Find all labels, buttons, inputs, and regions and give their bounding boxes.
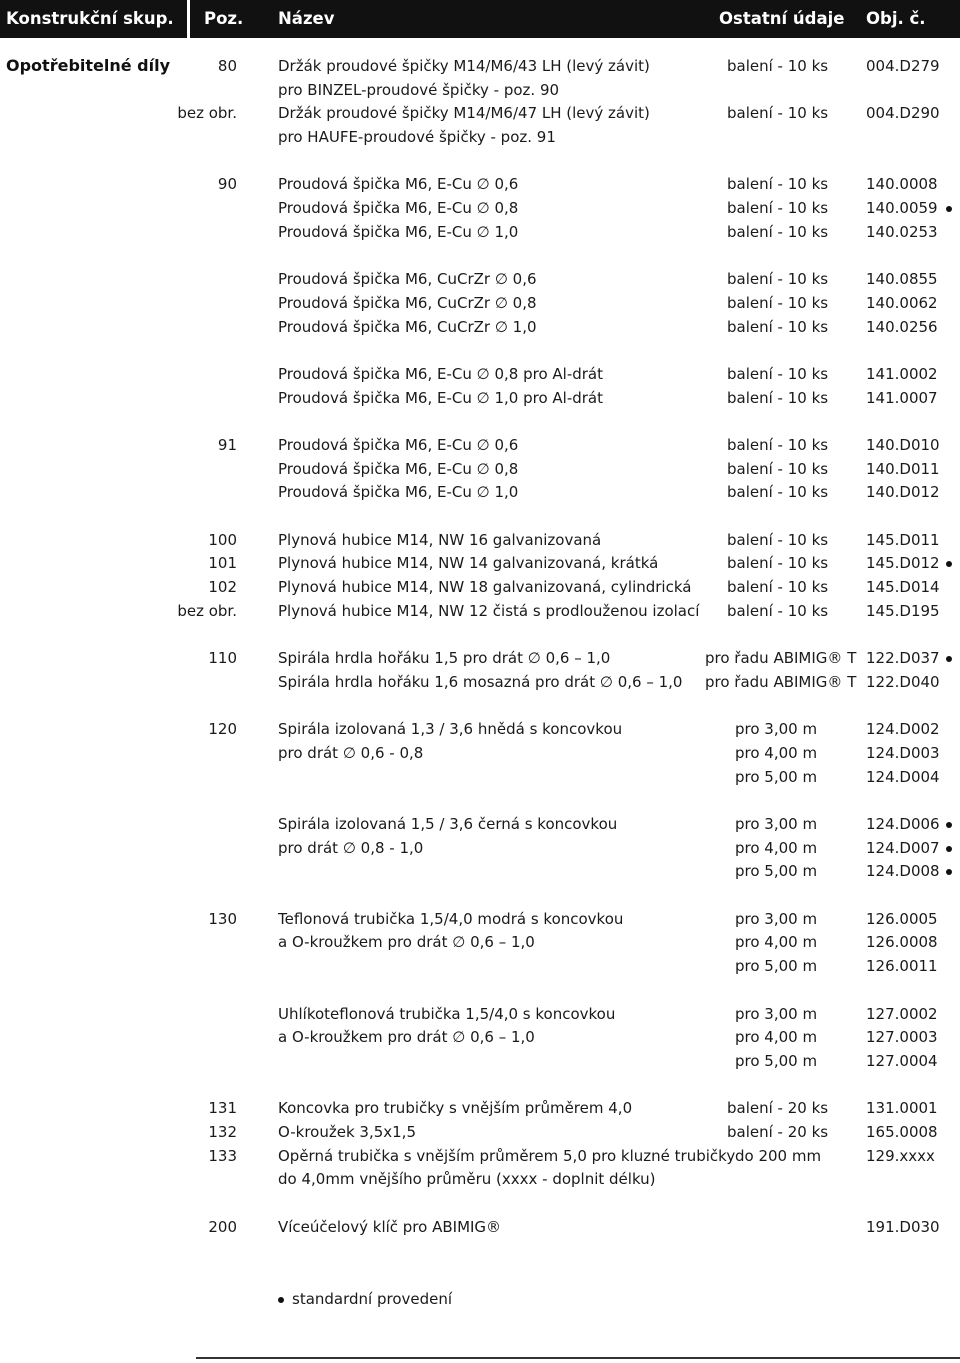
row-pos: 130 — [208, 909, 237, 928]
row-other: balení - 10 ks — [727, 578, 829, 597]
row-other: pro 4,00 m — [735, 838, 818, 857]
row-pos: 131 — [208, 1099, 237, 1118]
row-spacer — [0, 505, 960, 529]
row-obj: 129.xxxx — [866, 1146, 935, 1165]
row-name: Opěrná trubička s vnějším průměrem 5,0 pro kluzné trubičky — [278, 1146, 736, 1165]
row-spacer — [0, 410, 960, 434]
row-pos: 100 — [208, 530, 237, 549]
row-name: Koncovka pro trubičky s vnějším průměrem 4,0 — [278, 1099, 633, 1118]
row-obj: 131.0001 — [866, 1099, 938, 1118]
header-group: Konstrukční skup. — [6, 9, 174, 28]
table-row — [0, 387, 960, 411]
row-pos: 90 — [217, 175, 237, 194]
row-name: Proudová špička M6, E-Cu ∅ 1,0 pro Al-drát — [278, 388, 603, 407]
row-name: Uhlíkoteflonová trubička 1,5/4,0 s koncovkou — [278, 1004, 616, 1023]
row-obj: 191.D030 — [866, 1217, 940, 1236]
table-row — [0, 126, 960, 150]
row-name: Spirála hrdla hořáku 1,5 pro drát ∅ 0,6 – 1,0 — [278, 649, 611, 668]
table-row — [0, 458, 960, 482]
row-name: Spirála izolovaná 1,5 / 3,6 černá s koncovkou — [278, 815, 618, 833]
table-row — [0, 908, 960, 932]
row-spacer — [0, 150, 960, 174]
row-name: O-kroužek 3,5x1,5 — [278, 1122, 416, 1141]
header-obj: Obj. č. — [866, 9, 926, 28]
table-row — [0, 671, 960, 695]
standard-bullet-icon — [946, 206, 952, 212]
row-other: balení - 10 ks — [727, 388, 829, 407]
row-obj: 140.0062 — [866, 293, 938, 312]
row-obj: 140.0855 — [866, 270, 938, 289]
row-obj: 004.D279 — [866, 57, 940, 75]
row-name: Proudová špička M6, E-Cu ∅ 0,6 — [278, 175, 519, 194]
row-spacer — [0, 789, 960, 813]
row-name: Proudová špička M6, E-Cu ∅ 0,8 pro Al-drát — [278, 364, 603, 383]
row-obj: 127.0002 — [866, 1004, 938, 1023]
row-name: a O-kroužkem pro drát ∅ 0,6 – 1,0 — [278, 933, 535, 952]
row-name: Plynová hubice M14, NW 12 čistá s prodlouženou izolací — [278, 601, 700, 620]
row-other: balení - 10 ks — [727, 364, 829, 383]
header-pos: Poz. — [204, 9, 244, 28]
row-name: Proudová špička M6, E-Cu ∅ 1,0 — [278, 483, 519, 502]
table-row — [0, 481, 960, 505]
row-obj: 140.0253 — [866, 222, 938, 241]
row-pos: 110 — [208, 649, 237, 668]
row-obj: 145.D012 — [866, 554, 940, 573]
row-obj: 124.D007 — [866, 838, 940, 857]
row-obj: 140.0256 — [866, 317, 938, 336]
table-row — [0, 1121, 960, 1145]
row-spacer — [0, 695, 960, 719]
row-pos: 80 — [217, 57, 237, 75]
row-pos: 101 — [208, 554, 237, 573]
row-other: pro 5,00 m — [735, 767, 818, 786]
row-other: do 200 mm — [735, 1146, 822, 1165]
row-name: Držák proudové špičky M14/M6/43 LH (levý závit) — [278, 57, 650, 75]
row-obj: 124.D004 — [866, 767, 940, 786]
row-other: balení - 10 ks — [727, 175, 829, 194]
bullet-icon — [278, 1297, 284, 1303]
table-row — [0, 529, 960, 553]
row-name: Plynová hubice M14, NW 18 galvanizovaná, cylindrická — [278, 578, 692, 597]
row-name: Proudová špička M6, E-Cu ∅ 0,8 — [278, 199, 519, 218]
row-name: Spirála izolovaná 1,3 / 3,6 hnědá s koncovkou — [278, 720, 623, 739]
row-name: Teflonová trubička 1,5/4,0 modrá s koncovkou — [278, 909, 624, 928]
legend — [278, 1290, 452, 1308]
table-row — [0, 860, 960, 884]
row-pos: 132 — [208, 1122, 237, 1141]
row-pos: bez obr. — [177, 601, 237, 620]
standard-bullet-icon — [946, 561, 952, 567]
row-spacer — [0, 624, 960, 648]
table-row — [0, 1050, 960, 1074]
table-row — [0, 268, 960, 292]
standard-bullet-icon — [946, 869, 952, 875]
row-name: Držák proudové špičky M14/M6/47 LH (levý závit) — [278, 104, 650, 123]
table-row — [0, 292, 960, 316]
row-obj: 124.D008 — [866, 862, 940, 881]
row-name: pro HAUFE-proudové špičky - poz. 91 — [278, 128, 556, 147]
table-row — [0, 742, 960, 766]
row-obj: 126.0011 — [866, 957, 938, 976]
table-row — [0, 363, 960, 387]
row-other: balení - 10 ks — [727, 483, 829, 502]
row-spacer — [0, 339, 960, 363]
table-row — [0, 173, 960, 197]
row-other: balení - 10 ks — [727, 270, 829, 289]
row-obj: 165.0008 — [866, 1122, 938, 1141]
table-row — [0, 79, 960, 103]
row-name: Proudová špička M6, E-Cu ∅ 0,8 — [278, 459, 519, 478]
row-other: balení - 20 ks — [727, 1122, 829, 1141]
row-name: pro drát ∅ 0,6 - 0,8 — [278, 743, 424, 762]
row-name: Spirála hrdla hořáku 1,6 mosazná pro drát ∅ 0,6 – 1,0 — [278, 672, 683, 691]
legend-text: standardní provedení — [292, 1290, 453, 1308]
table-row — [0, 931, 960, 955]
table-row — [0, 955, 960, 979]
row-other: pro 4,00 m — [735, 1028, 818, 1047]
table-row — [0, 837, 960, 861]
row-pos: 91 — [217, 436, 237, 454]
row-pos: 102 — [208, 578, 237, 597]
row-other: balení - 10 ks — [727, 222, 829, 241]
table-row — [0, 718, 960, 742]
row-spacer — [0, 245, 960, 269]
row-name: pro BINZEL-proudové špičky - poz. 90 — [278, 80, 560, 99]
standard-bullet-icon — [946, 846, 952, 852]
header-divider — [187, 0, 190, 38]
row-name: Víceúčelový klíč pro ABIMIG® — [278, 1217, 502, 1236]
table-row — [0, 1145, 960, 1169]
row-other: balení - 10 ks — [727, 57, 829, 75]
row-name: Proudová špička M6, E-Cu ∅ 0,6 — [278, 436, 519, 454]
row-pos: bez obr. — [177, 104, 237, 123]
table-row — [0, 102, 960, 126]
row-obj: 140.D012 — [866, 483, 940, 502]
standard-bullet-icon — [946, 656, 952, 662]
table-row — [0, 576, 960, 600]
table-row — [0, 1026, 960, 1050]
header-other: Ostatní údaje — [719, 9, 845, 28]
table-row — [0, 1097, 960, 1121]
row-other: balení - 10 ks — [727, 530, 829, 549]
row-obj: 124.D006 — [866, 815, 940, 833]
row-other: pro 5,00 m — [735, 957, 818, 976]
table-row — [0, 552, 960, 576]
row-other: pro řadu ABIMIG® T — [705, 672, 857, 691]
row-other: pro 3,00 m — [735, 1004, 818, 1023]
row-pos: 200 — [208, 1217, 237, 1236]
row-obj: 141.0002 — [866, 364, 938, 383]
row-obj: 122.D040 — [866, 672, 940, 691]
row-obj: 145.D195 — [866, 601, 940, 620]
row-obj: 140.0059 — [866, 199, 938, 218]
row-obj: 145.D014 — [866, 578, 940, 597]
row-other: balení - 10 ks — [727, 293, 829, 312]
row-name: Proudová špička M6, CuCrZr ∅ 0,8 — [278, 293, 537, 312]
row-other: balení - 10 ks — [727, 104, 829, 123]
row-obj: 145.D011 — [866, 530, 940, 549]
row-name: Plynová hubice M14, NW 16 galvanizovaná — [278, 530, 602, 549]
table-row — [0, 1216, 960, 1240]
row-other: balení - 10 ks — [727, 317, 829, 336]
table-header — [0, 0, 960, 38]
row-obj: 004.D290 — [866, 104, 940, 123]
table-row — [0, 434, 960, 458]
row-obj: 140.0008 — [866, 175, 938, 194]
row-name: do 4,0mm vnějšího průměru (xxxx - doplnit délku) — [278, 1170, 656, 1189]
row-name: Proudová špička M6, E-Cu ∅ 1,0 — [278, 222, 519, 241]
row-other: pro 3,00 m — [735, 720, 818, 739]
row-obj: 126.0008 — [866, 933, 938, 952]
row-obj: 140.D011 — [866, 459, 940, 478]
row-other: pro 3,00 m — [735, 909, 818, 928]
row-other: balení - 10 ks — [727, 459, 829, 478]
row-other: balení - 10 ks — [727, 554, 829, 573]
table-row — [0, 55, 960, 79]
table-row — [0, 221, 960, 245]
parts-list — [0, 55, 960, 1239]
row-other: balení - 20 ks — [727, 1099, 829, 1118]
standard-bullet-icon — [946, 822, 952, 828]
row-other: balení - 10 ks — [727, 199, 829, 218]
table-row — [0, 1168, 960, 1192]
row-other: pro 3,00 m — [735, 815, 818, 833]
row-pos: 133 — [208, 1146, 237, 1165]
row-spacer — [0, 1074, 960, 1098]
row-name: Proudová špička M6, CuCrZr ∅ 1,0 — [278, 317, 537, 336]
bottom-rule — [196, 1357, 960, 1359]
row-spacer — [0, 884, 960, 908]
row-name: Plynová hubice M14, NW 14 galvanizovaná, krátká — [278, 554, 659, 573]
row-obj: 126.0005 — [866, 909, 938, 928]
table-row — [0, 316, 960, 340]
table-row — [0, 1003, 960, 1027]
row-obj: 140.D010 — [866, 436, 940, 454]
row-other: pro řadu ABIMIG® T — [705, 649, 857, 668]
row-other: balení - 10 ks — [727, 601, 829, 620]
row-other: pro 4,00 m — [735, 933, 818, 952]
row-name: Proudová špička M6, CuCrZr ∅ 0,6 — [278, 270, 537, 289]
row-obj: 127.0004 — [866, 1051, 938, 1070]
row-obj: 141.0007 — [866, 388, 938, 407]
row-obj: 124.D003 — [866, 743, 940, 762]
row-other: pro 5,00 m — [735, 1051, 818, 1070]
table-row — [0, 647, 960, 671]
row-spacer — [0, 1192, 960, 1216]
row-other: pro 5,00 m — [735, 862, 818, 881]
row-spacer — [0, 979, 960, 1003]
row-obj: 127.0003 — [866, 1028, 938, 1047]
table-row — [0, 766, 960, 790]
table-row — [0, 813, 960, 837]
table-row — [0, 600, 960, 624]
row-name: a O-kroužkem pro drát ∅ 0,6 – 1,0 — [278, 1028, 535, 1047]
group-label: Opotřebitelné díly — [6, 56, 171, 75]
row-obj: 122.D037 — [866, 649, 940, 668]
row-name: pro drát ∅ 0,8 - 1,0 — [278, 838, 424, 857]
row-other: pro 4,00 m — [735, 743, 818, 762]
row-pos: 120 — [208, 720, 237, 739]
row-other: balení - 10 ks — [727, 436, 829, 454]
row-obj: 124.D002 — [866, 720, 940, 739]
header-name: Název — [278, 9, 335, 28]
table-row — [0, 197, 960, 221]
